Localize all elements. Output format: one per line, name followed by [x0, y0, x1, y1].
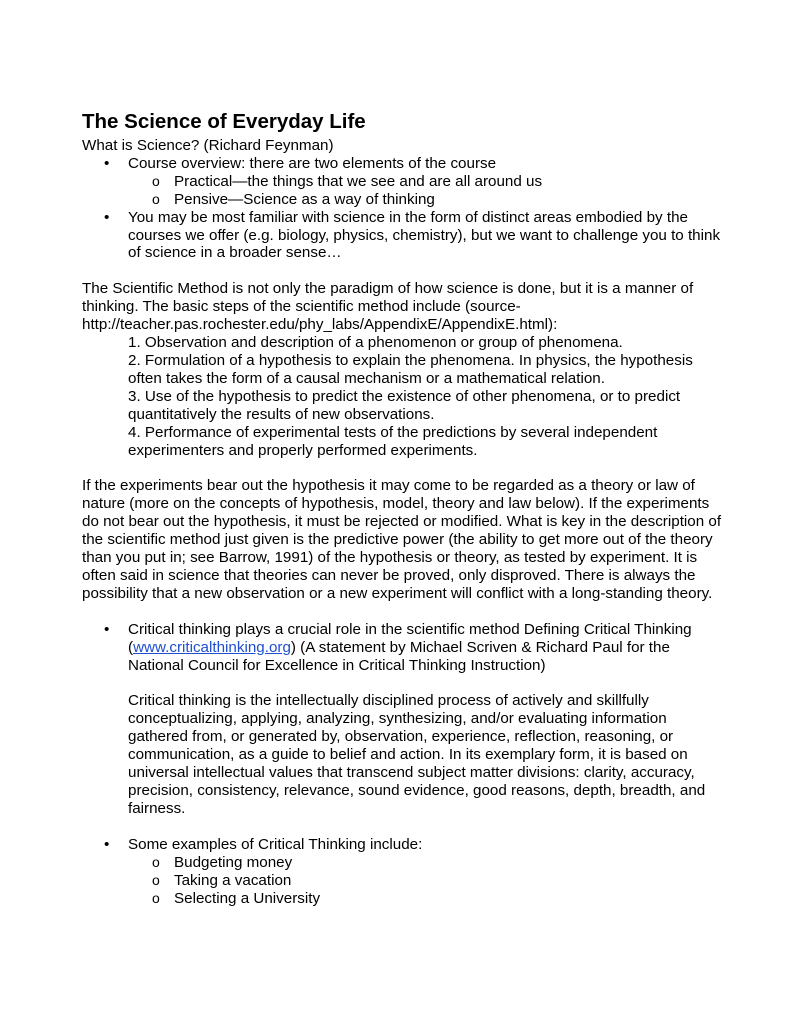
list-item: • You may be most familiar with science in the form of distinct areas embodied by the courses we offer (e.g. biology, physics, chemistry), but we want to challenge you to think of science in a broader sense…	[82, 209, 722, 263]
critical-definition: Critical thinking is the intellectually disciplined process of actively and skillfully conceptualizing, applying, analyzing, synthesizing, and/or evaluating information gathered from, or generated by, observation, experience, reflection, reasoning, or communication, as a guide to belief and action. In its exemplary form, it is based on universal intellectual values that transcend subject matter divisions: clarity, accuracy, precision, consistency, relevance, sound evidence, good reasons, depth, breadth, and fairness.	[128, 692, 706, 817]
sub-list-item: o Pensive—Science as a way of thinking	[128, 191, 722, 209]
example-item: o Budgeting money	[128, 854, 722, 872]
examples-list	[82, 836, 722, 908]
examples-sub-list	[128, 854, 722, 908]
critical-intro-text: Critical thinking plays a crucial role in the scientific method Defining Critical Thinking (	[128, 620, 692, 656]
critical-thinking-list	[82, 621, 722, 818]
overview-list	[82, 155, 722, 262]
page-title: The Science of Everyday Life	[82, 110, 366, 133]
method-steps	[82, 334, 722, 459]
critical-intro-text-end: ) (A statement by Michael Scriven & Richard Paul for the National Council for Excellence in Critical Thinking Instruction)	[128, 638, 670, 674]
method-step: 4. Performance of experimental tests of the predictions by several independent experimenters and properly performed experiments.	[128, 423, 658, 459]
list-item	[82, 155, 722, 209]
intro-line: What is Science? (Richard Feynman)	[82, 137, 334, 154]
example-item: o Selecting a University	[128, 890, 722, 908]
example-item: o Taking a vacation	[128, 872, 722, 890]
list-item	[82, 836, 722, 908]
experiments-paragraph: If the experiments bear out the hypothesis it may come to be regarded as a theory or law of nature (more on the concepts of hypothesis, model, theory and law below). If the experiments do not bear out the hypothesis, it must be rejected or modified. What is key in the description of the scientific method just given is the predictive power (the ability to get more out of the theory than you put in; see Barrow, 1991) of the hypothesis or theory, as tested by experiment. It is often said in science that theories can never be proved, only disproved. There is always the possibility that a new observation or a new experiment will conflict with a long-standing theory.	[82, 477, 722, 602]
method-step: 2. Formulation of a hypothesis to explain the phenomena. In physics, the hypothesis often takes the form of a causal mechanism or a mathematical relation.	[128, 351, 693, 387]
course-overview-text: Course overview: there are two elements of the course	[128, 154, 497, 172]
sub-list	[128, 173, 722, 209]
criticalthinking-link[interactable]: www.criticalthinking.org	[133, 638, 291, 656]
method-step: 3. Use of the hypothesis to predict the existence of other phenomena, or to predict quantitatively the results of new observations.	[128, 387, 681, 423]
list-item	[82, 621, 722, 818]
method-step: 1. Observation and description of a phenomenon or group of phenomena.	[128, 334, 623, 352]
examples-heading: Some examples of Critical Thinking include:	[128, 835, 423, 853]
sub-list-item: o Practical—the things that we see and are all around us	[128, 173, 722, 191]
method-paragraph: The Scientific Method is not only the paradigm of how science is done, but it is a manner of thinking. The basic steps of the scientific method include (source- http://teacher.pas.rochester.edu/phy_labs/AppendixE/AppendixE.html):	[82, 280, 694, 334]
document-body	[82, 110, 722, 907]
